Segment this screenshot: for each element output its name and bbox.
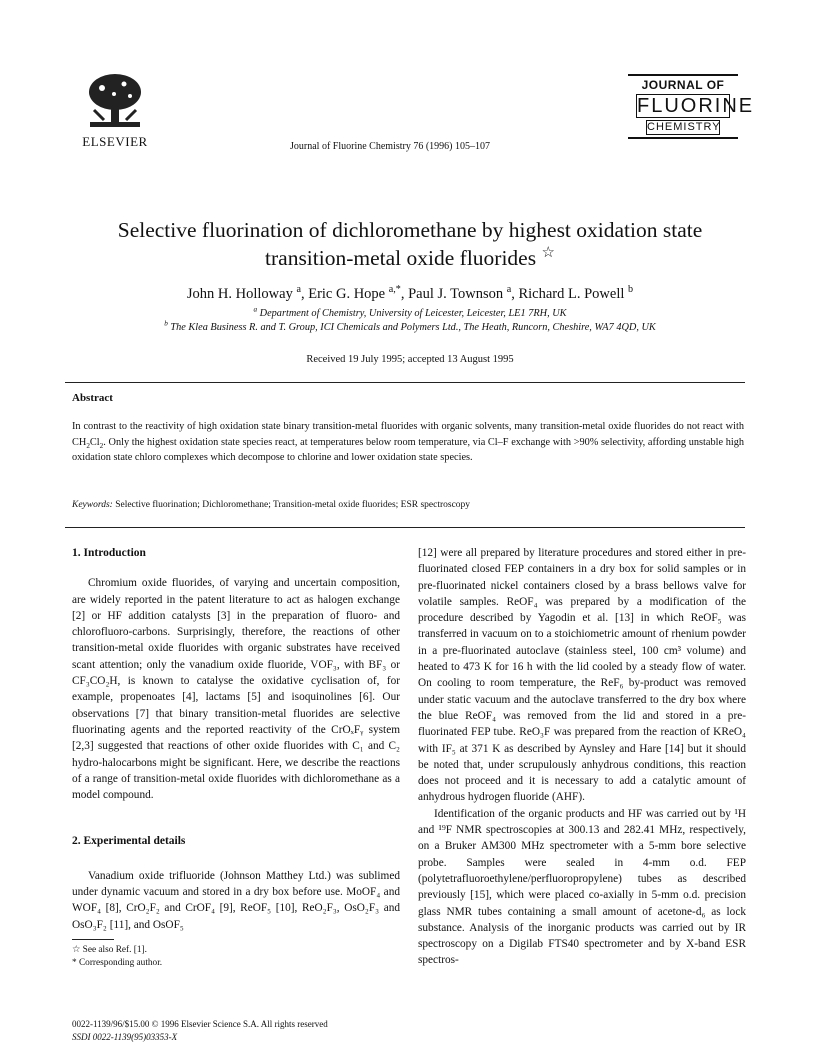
affiliation-text: Department of Chemistry, University of Leicester, Leicester, LE1 7RH, UK — [259, 308, 567, 319]
title-line-2: transition-metal oxide fluorides — [265, 246, 537, 270]
author-name: Richard L. Powell — [518, 286, 625, 302]
right-paragraph-2: Identification of the organic products and HF was carried out by ¹H and ¹⁹F NMR spectroscopies at 300.13 and 282.41 MHz, respectively, on a Bruker AM300 MHz spectrometer with a 5-mm bore selective probe. Samples were sealed in 4-mm o.d. FEP (polytetrafluoroethylene/perfluoropropylene) tubes as described previously [15], which were placed co-axially in 5-mm o.d. precision glass NMR tubes containing a small amount of acetone-d₆ as lock substance. Analysis of the inorganic products was carried out by IR spectroscopy on a Digilab FTS40 spectrometer and by X-band ESR spectros- — [418, 807, 746, 967]
divider — [65, 382, 745, 383]
abstract-formula: CH — [72, 436, 87, 448]
abstract-heading: Abstract — [72, 392, 113, 404]
footnote-see-also: ☆ See also Ref. [1]. — [72, 944, 147, 955]
intro-paragraph: Chromium oxide fluorides, of varying and uncertain composition, are widely reported in the patent literature to act as halogen exchange [2] or HF addition catalysts [3] in the preparation of fluoro- and chlorofluoro-carbons. Surprisingly, therefore, the reactions of other transition-metal oxide fluorides with organic substrates have received scant attention; only the vanadium oxide fluoride, VOF₃, with BF₃ or CF₃CO₂H, is known to catalyse the oxidative cyclisation of, for example, propenoates [4], lactams [5] and isoquinolines [6]. Our observations [7] that binary transition-metal fluorides are selective fluorinating agents and the reported reactivity of the CrOₓFᵧ system [2,3] suggested that reactions of other oxide fluorides with C₁ and C₂ hydro-halocarbons might be significant. Here, we describe the reactions of a range of transition-metal oxide fluorides with dichloromethane as a model compound. — [72, 577, 400, 802]
masthead-bottom: CHEMISTRY — [647, 121, 721, 133]
author-list: John H. Holloway $^a$, Eric G. Hope $^{a,*}$, Paul J. Townson $^a$, Richard L. Powell $^b$ — [186, 284, 634, 302]
publisher-name: ELSEVIER — [82, 134, 148, 149]
footnote-rule — [72, 939, 114, 940]
right-paragraph-1: [12] were all prepared by literature procedures and stored either in pre-fluorinated closed FEP containers in a dry box for solid samples or in pre-fluorinated nickel containers closed by a brass bellows valve for volatile samples. ReOF₄ was prepared by a modification of the procedure described by Yagodin et al. [13] in which ReOF₅ was transferred in vacuum on to a stoichiometric amount of rhenium powder in a pre-fluorinated autoclave (stainless steel, 100 cm³ volume) and heated to 473 K for 16 h with the lid cooled by a steady flow of water. On cooling to room temperature, the ReF₆ by-product was removed under static vacuum and the autoclave transferred to the dry box where the blue ReOF₄ was removed from the lid and stored in a pre-fluorinated FEP tube. ReO₃F was prepared from the reaction of KReO₄ with IF₅ at 371 K as described by Aynsley and Hare [14] but it should be noted that, under scrupulously anhydrous conditions, this reaction does not proceed and it is necessary to add a catalytic amount of anhydrous hydrogen fluoride (AHF). — [418, 547, 746, 804]
ssdi-line: SSDI 0022-1139(95)03353-X — [72, 1032, 178, 1042]
abstract-part-2: . Only the highest oxidation state species react, at temperatures below room temperature, via Cl–F exchange with >90% selectivity, affording unstable high oxidation state chloro complexes which decompose to chlorine and lower oxidation state species. — [72, 436, 744, 463]
divider — [65, 527, 745, 528]
keywords-list: Selective fluorination; Dichloromethane; Transition-metal oxide fluorides; ESR spectroscopy — [115, 500, 471, 510]
section-heading-introduction: 1. Introduction — [72, 547, 146, 559]
affiliation-sup: a — [253, 305, 258, 314]
elsevier-tree-logo-icon — [84, 70, 146, 132]
author-name: Eric G. Hope — [308, 286, 386, 302]
author-sup: a,* — [388, 284, 401, 296]
journal-citation: Journal of Fluorine Chemistry 76 (1996) 105–107 — [290, 141, 490, 152]
affiliation-a — [60, 305, 760, 319]
left-column — [72, 545, 400, 970]
affiliation-sup: b — [164, 319, 168, 328]
copyright-line: 0022-1139/96/$15.00 © 1996 Elsevier Science S.A. All rights reserved — [72, 1019, 328, 1029]
right-column — [418, 545, 746, 969]
author-name: John H. Holloway — [186, 286, 293, 302]
experimental-paragraph: Vanadium oxide trifluoride (Johnson Matthey Ltd.) was sublimed under dynamic vacuum and stored in a dry box before use. MoOF₄ and WOF₄ [8], CrO₂F₂ and CrOF₄ [9], ReOF₅ [10], ReO₂F₃, OsO₂F₃ and OsO₃F₂ [11], and OsOF₅ — [72, 869, 400, 931]
author-name: Paul J. Townson — [408, 286, 504, 302]
author-sup: b — [628, 284, 634, 296]
abstract-text: In contrast to the reactivity of high oxidation state binary transition-metal fluorides with organic solvents, many transition-metal oxide fluorides do not react with $CH_2Cl_2$. Only the highest oxidation state species react, at temperatures below room temperature, via Cl–F exchange with >90% selectivity, affording unstable high oxidation state chloro complexes which decompose to chlorine and lower oxidation state species. — [72, 421, 744, 463]
title-footnote-mark: ☆ — [541, 244, 555, 261]
publisher-block — [60, 70, 170, 150]
affiliation-b — [60, 319, 760, 333]
author-sup: a — [506, 284, 512, 296]
keywords-label: Keywords: — [72, 500, 113, 510]
author-sup: a — [296, 284, 301, 296]
masthead-middle: FLUORINE — [637, 95, 755, 117]
keywords — [72, 500, 744, 510]
footnote-corresponding-author: * Corresponding author. — [72, 957, 163, 968]
section-heading-experimental: 2. Experimental details — [72, 835, 186, 848]
title-line-1: Selective fluorination of dichloromethane by highest oxidation state — [117, 218, 703, 242]
masthead-top: JOURNAL OF — [641, 78, 725, 92]
affiliation-text: The Klea Business R. and T. Group, ICI Chemicals and Polymers Ltd., The Heath, Runcorn, Cheshire, WA7 4QD, UK — [170, 322, 656, 333]
abstract-part-1: In contrast to the reactivity of high oxidation state binary transition-metal fluorides with organic solvents, many transition-metal oxide fluorides do not react with — [72, 421, 744, 432]
journal-masthead — [628, 72, 755, 141]
article-title — [60, 216, 760, 272]
copyright — [72, 1018, 328, 1044]
received-dates: Received 19 July 1995; accepted 13 August 1995 — [306, 354, 514, 365]
